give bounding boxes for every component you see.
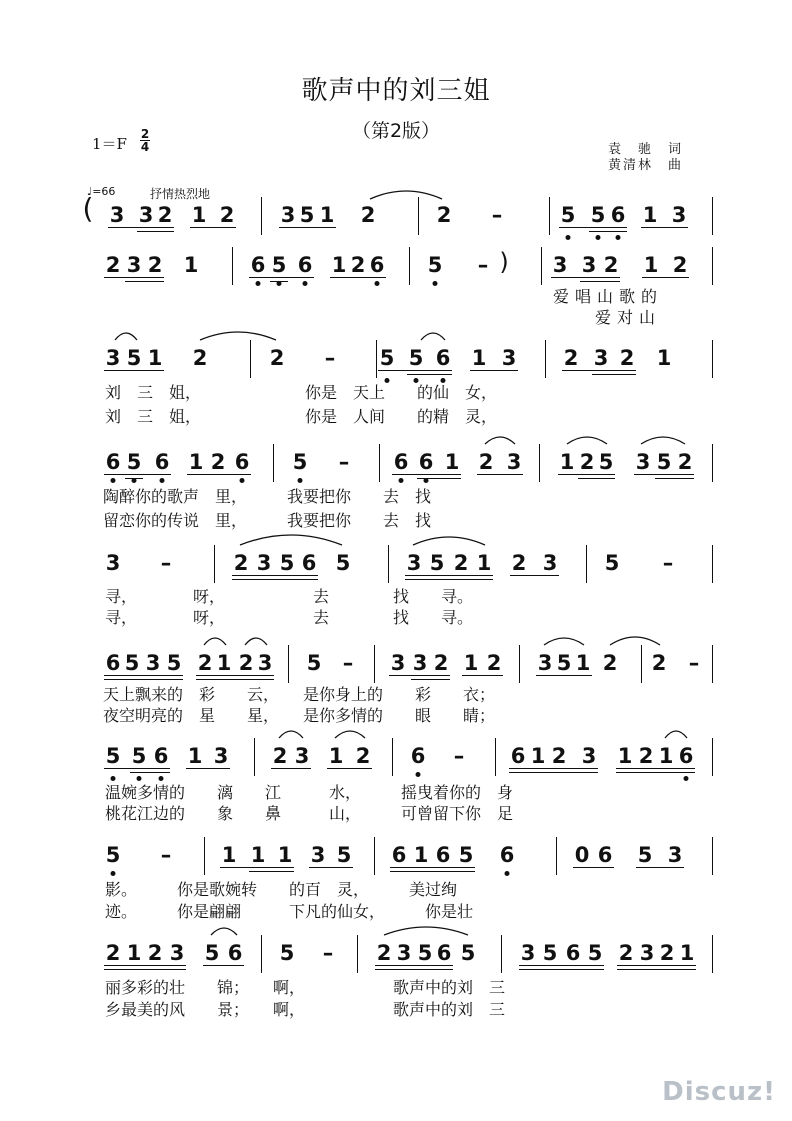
note: 3 xyxy=(635,450,651,474)
note: 2 xyxy=(672,253,688,277)
note: 2 xyxy=(579,450,595,474)
note: – xyxy=(342,651,354,675)
note: 3 xyxy=(294,744,310,768)
note: 6 xyxy=(154,450,170,474)
note: – xyxy=(491,203,503,227)
note: 1 xyxy=(617,744,633,768)
score-row-7 xyxy=(0,736,792,776)
note: 5 xyxy=(105,843,121,867)
note: 3 xyxy=(145,651,161,675)
note: 1 xyxy=(328,744,344,768)
note: 1 xyxy=(250,843,266,867)
note: 5 xyxy=(105,744,121,768)
note: 1 xyxy=(656,346,672,370)
note: 0 xyxy=(574,843,590,867)
note: 1 xyxy=(126,941,142,965)
note: 2 xyxy=(659,941,675,965)
note: 3 xyxy=(257,651,273,675)
score-row-8 xyxy=(0,835,792,875)
note: 6 xyxy=(227,941,243,965)
note: 5 xyxy=(604,551,620,575)
note: 1 xyxy=(559,450,575,474)
note: 2 xyxy=(603,253,619,277)
score-row-4 xyxy=(0,442,792,482)
note: 1 xyxy=(575,651,591,675)
note: 6 xyxy=(610,203,626,227)
note: – xyxy=(338,450,350,474)
note: 3 xyxy=(256,551,272,575)
lyric-row-7-v2: 桃花江边的 象 鼻 山， 可曾留下你 足 xyxy=(105,804,514,823)
note: 2 xyxy=(453,551,469,575)
lyric-row-8-v1: 影。 你是歌婉转 的百 灵， 美过绚 xyxy=(105,880,458,899)
lyric-row-9-v2: 乡最美的风 景； 啊， 歌声中的刘 三 xyxy=(105,1000,506,1019)
note: 5 xyxy=(292,450,308,474)
lyric-row-5-v2: 寻， 呀， 去 找 寻。 xyxy=(105,608,474,627)
lyric-row-4-v1: 陶醉你的歌声 里， 我要把你 去 找 xyxy=(103,487,432,506)
note: 5 xyxy=(417,941,433,965)
note: 3 xyxy=(280,203,296,227)
note: 3 xyxy=(542,551,558,575)
note: 2 xyxy=(651,651,667,675)
lyric-row-3-v2: 刘 三 姐， 你是 人间 的精 灵， xyxy=(105,407,498,426)
note: 2 xyxy=(360,203,376,227)
note: 3 xyxy=(213,744,229,768)
note: 1 xyxy=(471,346,487,370)
note: 5 xyxy=(587,941,603,965)
lyric-row-8-v2: 迹。 你是翩翩 下凡的仙女， 你是壮 xyxy=(105,902,474,921)
lyric-row-7-v1: 温婉多情的 漓 江 水， 摇曳着你的 身 xyxy=(105,783,514,802)
score-row-3 xyxy=(0,338,792,378)
note: 3 xyxy=(593,346,609,370)
time-signature-top: 2 xyxy=(140,127,150,141)
note: 1 xyxy=(221,843,237,867)
note: 5 xyxy=(458,843,474,867)
note: 5 xyxy=(656,450,672,474)
note: 1 xyxy=(413,843,429,867)
time-signature-bottom: 4 xyxy=(140,140,150,154)
note: 2 xyxy=(511,551,527,575)
score-row-6 xyxy=(0,643,792,683)
note: 6 xyxy=(410,744,426,768)
note: 6 xyxy=(418,450,434,474)
note: 5 xyxy=(542,941,558,965)
score-row-2 xyxy=(0,245,792,285)
note: 3 xyxy=(537,651,553,675)
note: 1 xyxy=(147,346,163,370)
note: 3 xyxy=(639,941,655,965)
note: 2 xyxy=(192,346,208,370)
note: 6 xyxy=(678,744,694,768)
note: 5 xyxy=(124,651,140,675)
note: 2 xyxy=(486,651,502,675)
note: 3 xyxy=(105,346,121,370)
note: 3 xyxy=(501,346,517,370)
song-subtitle: （第2版） xyxy=(351,120,441,142)
note: 3 xyxy=(506,450,522,474)
note: 2 xyxy=(105,253,121,277)
note: 5 xyxy=(408,346,424,370)
note: 5 xyxy=(460,941,476,965)
note: 5 xyxy=(590,203,606,227)
note: 2 xyxy=(157,203,173,227)
note: 6 xyxy=(393,450,409,474)
note: 5 xyxy=(166,651,182,675)
note: 5 xyxy=(279,551,295,575)
note: 5 xyxy=(336,843,352,867)
lyricist-credit: 袁 驰 词 xyxy=(608,142,684,157)
lyric-row-2-v1: 爱唱山歌的 xyxy=(553,287,664,306)
note: 5 xyxy=(306,651,322,675)
note: 1 xyxy=(191,203,207,227)
lyric-row-6-v1: 天上飘来的 彩 云， 是你身上的 彩 衣； xyxy=(103,685,496,704)
discuz-watermark: Discuz! xyxy=(662,1077,776,1107)
note: 6 xyxy=(153,744,169,768)
note: 3 xyxy=(581,744,597,768)
note: 2 xyxy=(619,346,635,370)
note: 6 xyxy=(301,551,317,575)
lyric-row-3-v1: 刘 三 姐， 你是 天上 的仙 女， xyxy=(105,383,498,402)
note: – xyxy=(453,744,465,768)
note: 1 xyxy=(658,744,674,768)
note: 3 xyxy=(667,843,683,867)
note: 5 xyxy=(131,744,147,768)
note: 3 xyxy=(581,253,597,277)
repeat-open-paren: ( xyxy=(82,192,94,225)
note: 1 xyxy=(679,941,695,965)
note: 1 xyxy=(463,651,479,675)
note: 1 xyxy=(183,253,199,277)
expression-marking: 抒情热烈地 xyxy=(150,187,211,201)
note: 2 xyxy=(618,941,634,965)
note: 2 xyxy=(638,744,654,768)
note: 6 xyxy=(435,346,451,370)
note: 2 xyxy=(269,346,285,370)
note: 2 xyxy=(563,346,579,370)
note: 1 xyxy=(642,203,658,227)
lyric-row-6-v2: 夜空明亮的 星 星， 是你多情的 眼 睛； xyxy=(103,706,496,725)
note: 1 xyxy=(444,450,460,474)
note: 1 xyxy=(319,203,335,227)
note: – xyxy=(662,551,674,575)
lyric-row-5-v1: 寻， 呀， 去 找 寻。 xyxy=(105,587,474,606)
note: 3 xyxy=(396,941,412,965)
note: 2 xyxy=(433,651,449,675)
note: 1 xyxy=(643,253,659,277)
note: 6 xyxy=(436,941,452,965)
note: 5 xyxy=(271,253,287,277)
note: 5 xyxy=(299,203,315,227)
note: 6 xyxy=(597,843,613,867)
note: 1 xyxy=(216,651,232,675)
note: 2 xyxy=(210,450,226,474)
note: – xyxy=(160,843,172,867)
note: 2 xyxy=(436,203,452,227)
note: 3 xyxy=(552,253,568,277)
note: 6 xyxy=(105,450,121,474)
note: 2 xyxy=(478,450,494,474)
note: 1 xyxy=(188,450,204,474)
note: 5 xyxy=(427,253,443,277)
note: 3 xyxy=(138,203,154,227)
note: 3 xyxy=(406,551,422,575)
note: 1 xyxy=(187,744,203,768)
lyric-row-4-v2: 留恋你的传说 里， 我要把你 去 找 xyxy=(103,511,432,530)
note: 6 xyxy=(297,253,313,277)
note: 5 xyxy=(335,551,351,575)
note: 5 xyxy=(429,551,445,575)
note: 2 xyxy=(355,744,371,768)
note: 5 xyxy=(637,843,653,867)
score-row-9 xyxy=(0,933,792,973)
note: 2 xyxy=(238,651,254,675)
note: 6 xyxy=(499,843,515,867)
song-title: 歌声中的刘三姐 xyxy=(301,76,491,106)
note: 3 xyxy=(412,651,428,675)
note: 5 xyxy=(126,346,142,370)
note: 3 xyxy=(520,941,536,965)
note: 5 xyxy=(560,203,576,227)
note: 2 xyxy=(677,450,693,474)
composer-credit: 黄清林 曲 xyxy=(608,158,684,173)
time-signature xyxy=(140,128,150,153)
note: 3 xyxy=(671,203,687,227)
note: – xyxy=(477,253,489,277)
note: 2 xyxy=(376,941,392,965)
note: 6 xyxy=(510,744,526,768)
note: 6 xyxy=(369,253,385,277)
note: 1 xyxy=(476,551,492,575)
note: 6 xyxy=(234,450,250,474)
note: 2 xyxy=(602,651,618,675)
note: 3 xyxy=(390,651,406,675)
note: 2 xyxy=(551,744,567,768)
note: 1 xyxy=(277,843,293,867)
note: 6 xyxy=(105,651,121,675)
note: 6 xyxy=(391,843,407,867)
note: 6 xyxy=(565,941,581,965)
note: 3 xyxy=(126,253,142,277)
note: 2 xyxy=(272,744,288,768)
key-signature: 1＝F xyxy=(92,135,127,153)
note: 5 xyxy=(204,941,220,965)
note: 6 xyxy=(435,843,451,867)
note: 5 xyxy=(556,651,572,675)
note: 5 xyxy=(598,450,614,474)
tempo-marking: ♩=66 xyxy=(87,185,116,198)
note: 5 xyxy=(126,450,142,474)
note: 2 xyxy=(350,253,366,277)
note: 6 xyxy=(250,253,266,277)
lyric-row-9-v1: 丽多彩的壮 锦； 啊， 歌声中的刘 三 xyxy=(105,978,506,997)
note: – xyxy=(324,346,336,370)
note: 1 xyxy=(530,744,546,768)
score-row-5 xyxy=(0,543,792,583)
note: 2 xyxy=(105,941,121,965)
note: 3 xyxy=(169,941,185,965)
repeat-close-paren: ) xyxy=(499,248,509,276)
note: 3 xyxy=(109,203,125,227)
note: 2 xyxy=(197,651,213,675)
note: – xyxy=(322,941,334,965)
note: – xyxy=(160,551,172,575)
note: 2 xyxy=(147,253,163,277)
note: 1 xyxy=(331,253,347,277)
lyric-row-2-v2: 爱对山 xyxy=(595,308,662,327)
note: 2 xyxy=(233,551,249,575)
note: 3 xyxy=(310,843,326,867)
note: – xyxy=(688,651,700,675)
note: 5 xyxy=(379,346,395,370)
note: 3 xyxy=(105,551,121,575)
note: 5 xyxy=(279,941,295,965)
note: 2 xyxy=(219,203,235,227)
note: 2 xyxy=(147,941,163,965)
